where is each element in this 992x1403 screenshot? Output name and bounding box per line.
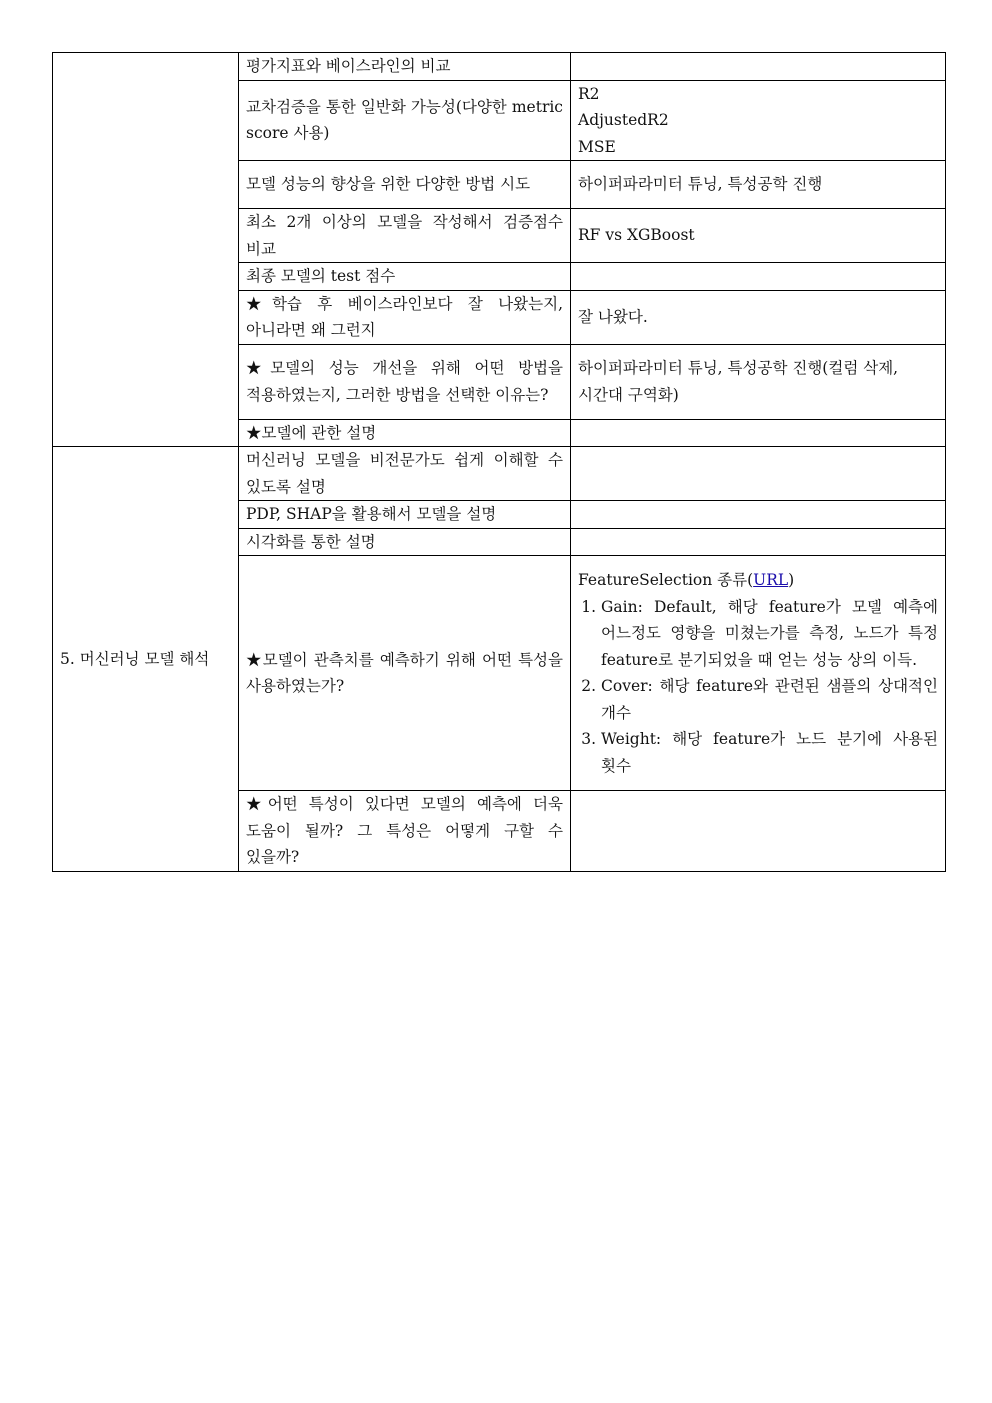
criterion-cell: ★모델이 관측치를 예측하기 위해 어떤 특성을 사용하였는가?: [239, 556, 571, 791]
criterion-cell: 교차검증을 통한 일반화 가능성(다양한 metric score 사용): [239, 80, 571, 161]
answer-cell: [571, 80, 946, 161]
criterion-cell: 시각화를 통한 설명: [239, 528, 571, 556]
answer-cell: [571, 556, 946, 791]
criterion-cell: 최종 모델의 test 점수: [239, 263, 571, 291]
list-item: 1. Gain: Default, 해당 feature가 모델 예측에 어느정도 영향을 미쳤는가를 측정, 노드가 특정 feature로 분기되었을 때 얻는 성능 상의 이득.: [601, 594, 938, 674]
answer-cell: [571, 528, 946, 556]
answer-cell: 하이퍼파라미터 튜닝, 특성공학 진행(컬럼 삭제, 시간대 구역화): [571, 344, 946, 419]
criterion-cell: PDP, SHAP을 활용해서 모델을 설명: [239, 501, 571, 529]
feature-selection-heading: FeatureSelection 종류(URL): [578, 571, 795, 589]
criterion-cell: ★모델에 관한 설명: [239, 419, 571, 447]
criterion-cell: 머신러닝 모델을 비전문가도 쉽게 이해할 수 있도록 설명: [239, 447, 571, 501]
answer-cell: [571, 419, 946, 447]
criterion-cell: ★모델의 성능 개선을 위해 어떤 방법을 적용하였는지, 그러한 방법을 선택한 이유는?: [239, 344, 571, 419]
answer-cell: 잘 나왔다.: [571, 290, 946, 344]
answer-cell: [571, 791, 946, 872]
evaluation-table: [52, 52, 946, 872]
answer-cell: [571, 53, 946, 81]
section-label: [53, 53, 239, 447]
table-row: [53, 447, 946, 501]
section-label: 5. 머신러닝 모델 해석: [53, 447, 239, 872]
answer-line: R2: [578, 84, 600, 103]
table-row: [53, 53, 946, 81]
answer-line: MSE: [578, 137, 616, 156]
criterion-cell: ★학습 후 베이스라인보다 잘 나왔는지, 아니라면 왜 그런지: [239, 290, 571, 344]
list-item: 2. Cover: 해당 feature와 관련된 샘플의 상대적인 개수: [601, 673, 938, 726]
answer-line: AdjustedR2: [578, 111, 669, 129]
answer-cell: [571, 447, 946, 501]
answer-cell: [571, 263, 946, 291]
answer-cell: [571, 501, 946, 529]
criterion-cell: 평가지표와 베이스라인의 비교: [239, 53, 571, 81]
url-link[interactable]: URL: [753, 571, 789, 589]
answer-cell: RF vs XGBoost: [571, 209, 946, 263]
criterion-cell: ★어떤 특성이 있다면 모델의 예측에 더욱 도움이 될까? 그 특성은 어떻게 구할 수 있을까?: [239, 791, 571, 872]
list-item: 3. Weight: 해당 feature가 노드 분기에 사용된 횟수: [601, 726, 938, 779]
criterion-cell: 모델 성능의 향상을 위한 다양한 방법 시도: [239, 161, 571, 209]
feature-selection-list: [578, 594, 938, 780]
answer-cell: 하이퍼파라미터 튜닝, 특성공학 진행: [571, 161, 946, 209]
criterion-cell: 최소 2개 이상의 모델을 작성해서 검증점수 비교: [239, 209, 571, 263]
